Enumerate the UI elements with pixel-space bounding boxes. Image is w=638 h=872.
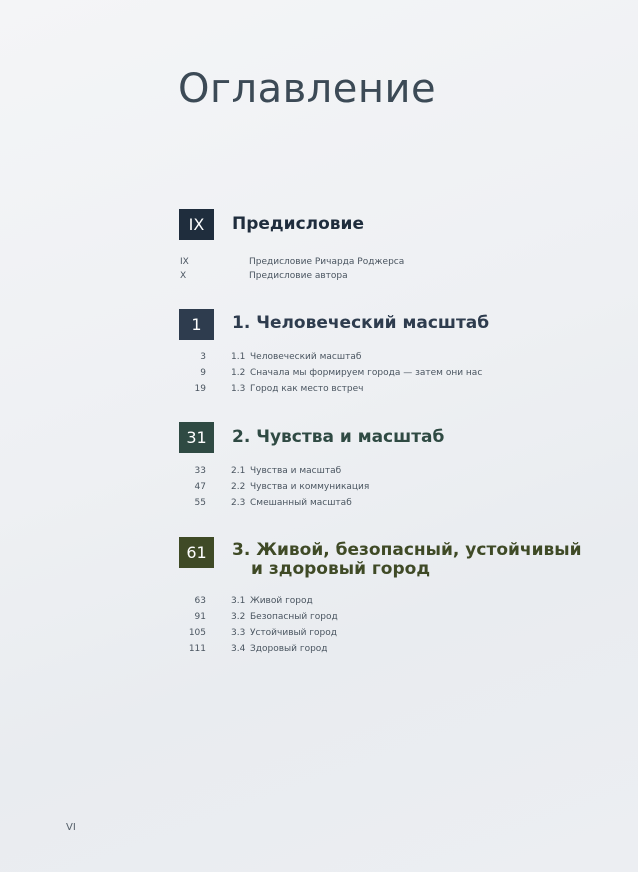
toc-entry-number: 3.3 [231,628,246,638]
toc-entry-page: 3 [200,352,206,362]
toc-entry-number: 1.3 [231,384,246,394]
toc-entry-page: 91 [194,612,206,622]
toc-entry-text: Здоровый город [250,644,328,654]
page-title: Оглавление [178,66,437,112]
section-title-3[interactable]: 3. Живой, безопасный, устойчивый [232,540,582,560]
toc-entry-text: Смешанный масштаб [250,498,352,508]
toc-entry-page: 9 [200,368,206,378]
toc-entry-text: Сначала мы формируем города — затем они нас [250,368,483,378]
toc-entry-text: Чувства и коммуникация [250,482,370,492]
toc-entry-text: Безопасный город [250,612,338,622]
toc-entry-page: 55 [194,498,206,508]
toc-entry-text: Предисловие автора [249,271,348,281]
toc-entry-page: X [180,271,187,281]
section-title-preface[interactable]: Предисловие [232,214,364,234]
section-title-3-line2[interactable]: и здоровый город [251,559,431,579]
toc-entry-number: 2.1 [231,466,246,476]
toc-entry-number: 1.2 [231,368,246,378]
toc-entry-text: Город как место встреч [250,384,364,394]
toc-entry-page: 105 [188,628,206,638]
page-number: VI [66,822,76,833]
toc-entry-number: 1.1 [231,352,246,362]
section-title-1[interactable]: 1. Человеческий масштаб [232,313,490,333]
toc-entry-text: Живой город [250,596,313,606]
toc-entry-text: Чувства и масштаб [250,466,342,476]
toc-entry-page: 63 [194,596,206,606]
toc-entry-page: 19 [194,384,206,394]
toc-entry-number: 3.4 [231,644,246,654]
toc-entry-page: 33 [194,466,206,476]
toc-entry-page: IX [180,257,189,267]
toc-entry-number: 2.3 [231,498,246,508]
section-title-2[interactable]: 2. Чувства и масштаб [232,427,445,447]
toc-entry-number: 2.2 [231,482,246,492]
toc-entry-number: 3.1 [231,596,246,606]
toc-entry-text: Человеческий масштаб [250,352,362,362]
section-marker-3: 61 [179,537,214,568]
toc-entry-number: 3.2 [231,612,246,622]
toc-entry-page: 111 [188,644,206,654]
toc-entry-text: Устойчивый город [250,628,337,638]
section-marker-2: 31 [179,422,214,453]
toc-entry-text: Предисловие Ричарда Роджерса [249,257,405,267]
toc-entry-page: 47 [194,482,206,492]
section-marker-1: 1 [179,309,214,340]
section-marker-preface: IX [179,209,214,240]
